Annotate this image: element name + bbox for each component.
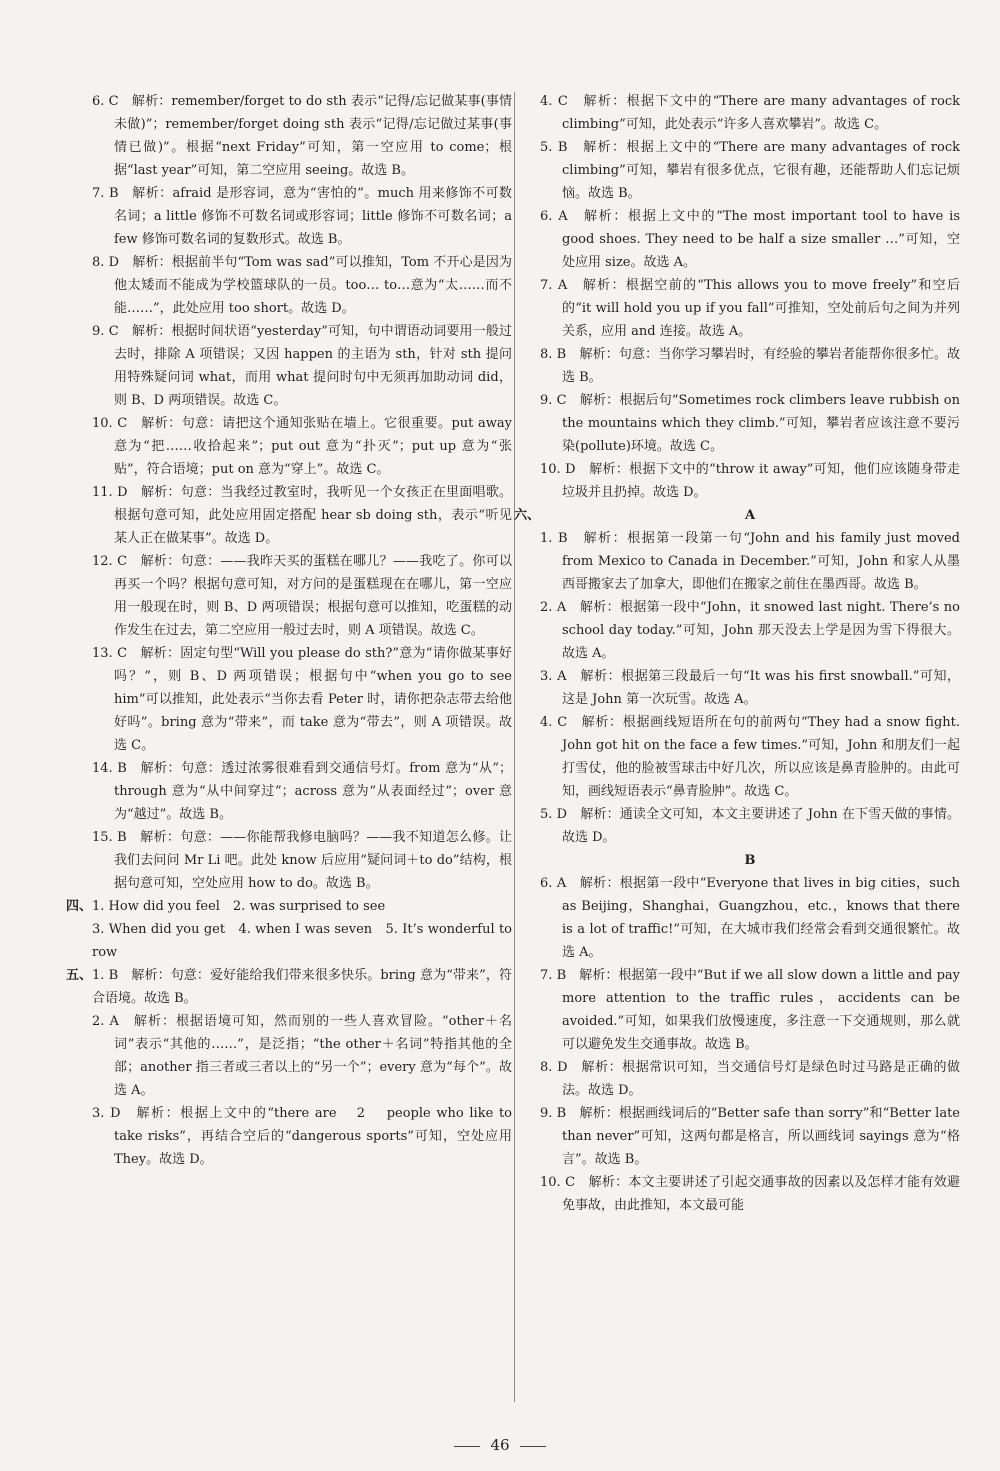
passage-a-heading: A <box>744 508 756 523</box>
answer-item: 5. B 解析：根据上文中的“There are many advantages of rock climbing”可知，攀岩有很多优点，它很有趣，还能帮助人们忘记烦恼。故选 B。 <box>540 140 960 201</box>
answer-item: 3. D 解析：根据上文中的“there are 2 people who like to take risks”，再结合空后的“dangerous sports”可知，空处应用 They。故选 D。 <box>92 1106 512 1167</box>
right-item-list <box>540 90 960 504</box>
footer-rule-right <box>520 1446 546 1447</box>
section-five <box>66 964 512 1010</box>
right-column <box>514 90 960 1217</box>
section-four-label: 四、 <box>66 899 93 914</box>
answer-item: 9. C 解析：根据后句“Sometimes rock climbers leave rubbish on the mountains which they climb.”可知，攀岩者应该注意不要污染(pollute)环境。故选 C。 <box>540 393 960 454</box>
answer-item: 3. A 解析：根据第三段最后一句“It was his first snowball.”可知，这是 John 第一次玩雪。故选 A。 <box>540 669 960 707</box>
answer-item: 6. A 解析：根据第一段中“Everyone that lives in big cities，such as Beijing，Shanghai，Guangzhou，etc.，knows that there is a lot of traffic!”可知，在大城市我们经常会看到交通很繁忙。故选 A。 <box>540 876 960 960</box>
answer-item: 8. B 解析：句意：当你学习攀岩时，有经验的攀岩者能帮你很多忙。故选 B。 <box>540 347 960 385</box>
column-divider <box>514 92 515 1402</box>
section-five-items <box>92 1010 512 1171</box>
passage-b-items <box>540 872 960 1217</box>
left-item-list <box>92 90 512 895</box>
answer-item: 7. A 解析：根据空前的“This allows you to move freely”和空后的“it will hold you up if you fall”可推知，空处前后句之间为并列关系，应用 and 连接。故选 A。 <box>540 278 960 339</box>
answer-item: 8. D 解析：根据常识可知，当交通信号灯是绿色时过马路是正确的做法。故选 D。 <box>540 1060 960 1098</box>
answer-item: 8. D 解析：根据前半句“Tom was sad”可以推知，Tom 不开心是因为他太矮而不能成为学校篮球队的一员。too… to…意为“太……而不能……”，此处应用 too short。故选 D。 <box>92 255 512 316</box>
answer-item: 9. C 解析：根据时间状语“yesterday”可知，句中谓语动词要用一般过去时，排除 A 项错误；又因 happen 的主语为 sth，针对 sth 提问用特殊疑问词 what，而用 what 提问时句中无须再加助动词 did，则 B、D 两项错误。故选 C。 <box>92 324 512 408</box>
answer-item: 14. B 解析：句意：透过浓雾很难看到交通信号灯。from 意为“从”；through 意为“从中间穿过”；across 意为“从表面经过”；over 意为“越过”。故选 B。 <box>92 761 512 822</box>
footer-rule-left <box>454 1446 480 1447</box>
answer-item: 5. D 解析：通读全文可知，本文主要讲述了 John 在下雪天做的事情。故选 D。 <box>540 807 960 845</box>
answer-item: 4. C 解析：根据画线短语所在句的前两句“They had a snow fight. John got hit on the face a few times.”可知，John 和朋友们一起打雪仗，他的脸被雪球击中好几次，所以应该是鼻青脸肿的。由此可知，画线短语表示“鼻青脸肿”。故选 C。 <box>540 715 960 799</box>
answer-item: 6. C 解析：remember/forget to do sth 表示“记得/忘记做某事(事情未做)”；remember/forget doing sth 表示“记得/忘记做过某事(事情已做)”。根据“next Friday”可知，第一空应用 to come；根据“last year”可知，第二空应用 seeing。故选 B。 <box>92 94 512 178</box>
answer-item: 12. C 解析：句意：——我昨天买的蛋糕在哪儿？——我吃了。你可以再买一个吗？根据句意可知，对方问的是蛋糕现在在哪儿，第一空应用一般现在时，则 B、D 两项错误；根据句意可以推知，吃蛋糕的动作发生在过去，第二空应用一般过去时，则 A 项错误。故选 C。 <box>92 554 512 638</box>
answer-item: 6. A 解析：根据上文中的“The most important tool to have is good shoes. They need to be half a size smaller …”可知，空处应用 size。故选 A。 <box>540 209 960 270</box>
answer-item: 4. C 解析：根据下文中的“There are many advantages of rock climbing”可知，此处表示“许多人喜欢攀岩”。故选 C。 <box>540 94 960 132</box>
answer-item: 2. A 解析：根据第一段中“John，it snowed last night. There’s no school day today.”可知，John 那天没去上学是因为雪下得很大。故选 A。 <box>540 600 960 661</box>
answer-item: 2. A 解析：根据语境可知，然而别的一些人喜欢冒险。“other＋名词”表示“其他的……”，是泛指；“the other＋名词”特指其他的全部；another 指三者或三者以上的“另一个”；every 意为“每个”。故选 A。 <box>92 1014 512 1098</box>
page-number: 46 <box>490 1436 510 1454</box>
section-six-label: 六、 <box>514 508 541 523</box>
answer-item: 15. B 解析：句意：——你能帮我修电脑吗？——我不知道怎么修。让我们去问问 Mr Li 吧。此处 know 后应用“疑问词＋to do”结构，根据句意可知，空处应用 how to do。故选 B。 <box>92 830 512 891</box>
answer-item: 11. D 解析：句意：当我经过教室时，我听见一个女孩正在里面唱歌。根据句意可知，此处应用固定搭配 hear sb doing sth，表示“听见某人正在做某事”。故选 D。 <box>92 485 512 546</box>
answer-item: 10. D 解析：根据下文中的“throw it away”可知，他们应该随身带走垃圾并且扔掉。故选 D。 <box>540 462 960 500</box>
page-footer <box>0 1436 1000 1454</box>
answer-item: 7. B 解析：根据第一段中“But if we all slow down a little and pay more attention to the traffic rules，accidents can be avoided.”可知，如果我们放慢速度，多注意一下交通规则，那么就可以避免发生交通事故。故选 B。 <box>540 968 960 1052</box>
left-column <box>66 90 512 1171</box>
section-five-item-1: 1. B 解析：句意：爱好能给我们带来很多快乐。bring 意为“带来”，符合语境。故选 B。 <box>92 968 512 1006</box>
section-four <box>66 895 512 964</box>
section-six <box>514 504 960 527</box>
passage-a-item-1: 1. B 解析：根据第一段第一句“John and his family just moved from Mexico to Canada in December.”可知，John 和家人从墨西哥搬家去了加拿大，即他们在搬家之前住在墨西哥。故选 B。 <box>540 531 960 592</box>
answer-item: 10. C 解析：句意：请把这个通知张贴在墙上。它很重要。put away 意为“把……收拾起来”；put out 意为“扑灭”；put up 意为“张贴”，符合语境；put on 意为“穿上”。故选 C。 <box>92 416 512 477</box>
section-four-line-2: 3. When did you get 4. when I was seven 5. It’s wonderful to row <box>92 922 512 960</box>
passage-a-items <box>540 596 960 849</box>
answer-item: 10. C 解析：本文主要讲述了引起交通事故的因素以及怎样才能有效避免事故，由此推知，本文最可能 <box>540 1175 960 1213</box>
answer-item: 13. C 解析：固定句型“Will you please do sth?”意为“请你做某事好吗？”，则 B、D 两项错误；根据句中“when you go to see him”可以推知，此处表示“当你去看 Peter 时，请你把杂志带去给他好吗”。bring 意为“带来”，而 take 意为“带去”，则 A 项错误。故选 C。 <box>92 646 512 753</box>
answer-item: 7. B 解析：afraid 是形容词，意为“害怕的”。much 用来修饰不可数名词；a little 修饰不可数名词或形容词；little 修饰不可数名词；a few 修饰可数名词的复数形式。故选 B。 <box>92 186 512 247</box>
passage-b-heading: B <box>744 853 756 868</box>
section-four-line-1: 1. How did you feel 2. was surprised to see <box>92 899 386 914</box>
answer-item: 9. B 解析：根据画线词后的“Better safe than sorry”和“Better late than never”可知，这两句都是格言，所以画线词 sayings 意为“格言”。故选 B。 <box>540 1106 960 1167</box>
section-five-label: 五、 <box>66 968 93 983</box>
